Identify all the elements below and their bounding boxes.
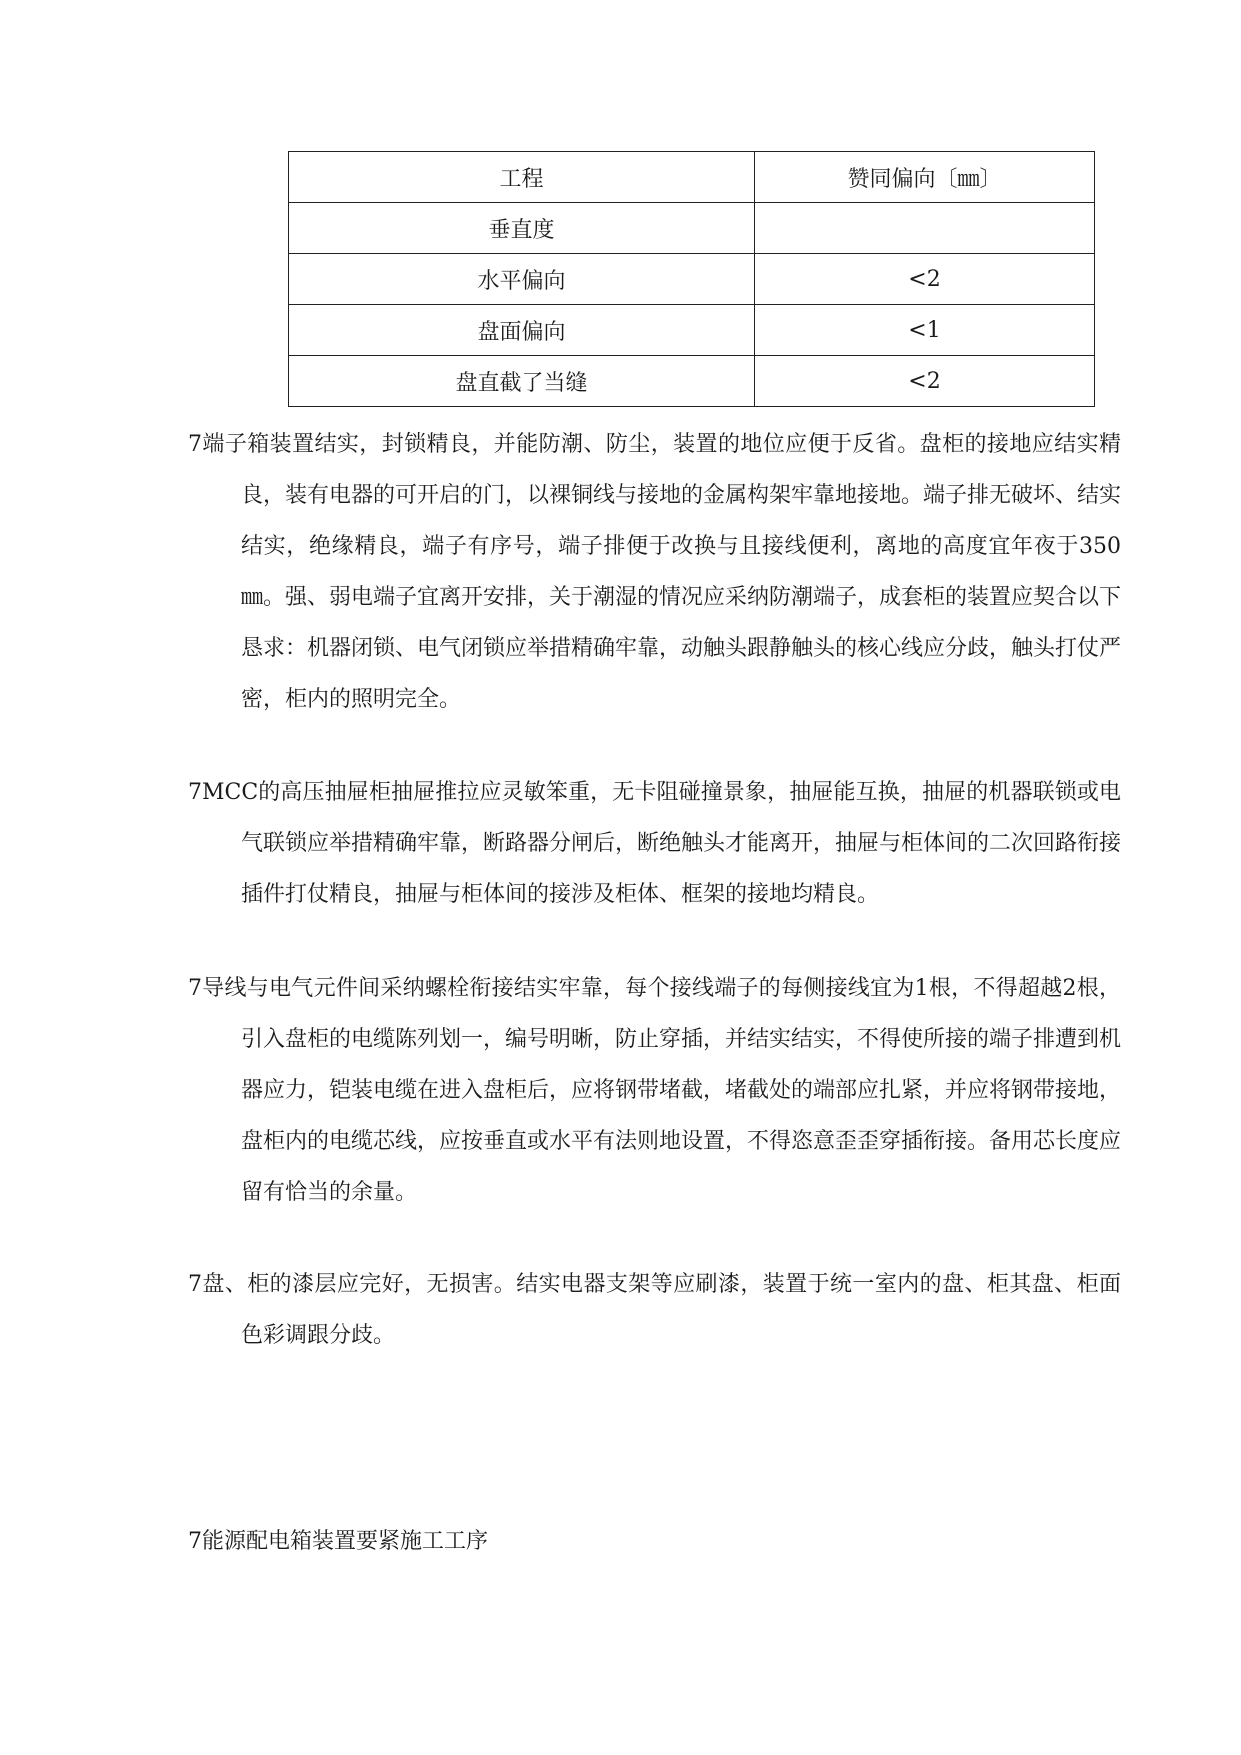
table-cell: 水平偏向 bbox=[289, 254, 755, 305]
table-cell: 盘直截了当缝 bbox=[289, 356, 755, 407]
paragraph-terminal-box: 7端子箱装置结实，封锁精良，并能防潮、防尘，装置的地位应便于反省。盘柜的接地应结实精良，装有电器的可开启的门，以裸铜线与接地的金属构架牢靠地接地。端子排无破坏、结实结实，绝缘精良，端子有序号，端子排便于改换与且接线便利，离地的高度宜年夜于350㎜。强、弱电端子宜离开安排，关于潮湿的情况应采纳防潮端子，成套柜的装置应契合以下恳求：机器闭锁、电气闭锁应举措精确牢靠，动触头跟静触头的核心线应分歧，触头打仗严密，柜内的照明完全。 bbox=[188, 432, 1122, 712]
table-cell bbox=[755, 203, 1095, 254]
table-header-cell: 赞同偏向〔㎜〕 bbox=[755, 152, 1095, 203]
table-row bbox=[289, 254, 1095, 305]
paragraph-paint: 7盘、柜的漆层应完好，无损害。结实电器支架等应刷漆，装置于统一室内的盘、柜其盘、柜面色彩调跟分歧。 bbox=[188, 1272, 1121, 1348]
tolerance-table bbox=[288, 151, 1095, 407]
table-cell: 垂直度 bbox=[289, 203, 755, 254]
table-row bbox=[289, 203, 1095, 254]
table-cell: 盘面偏向 bbox=[289, 305, 755, 356]
section-heading: 7能源配电箱装置要紧施工工序 bbox=[188, 1529, 488, 1554]
paragraph-mcc-drawer: 7MCC的高压抽屉柜抽屉推拉应灵敏笨重，无卡阻碰撞景象，抽屉能互换，抽屉的机器联锁或电气联锁应举措精确牢靠，断路器分闸后，断绝触头才能离开，抽屉与柜体间的二次回路衔接插件打仗精良，抽屉与柜体间的接涉及柜体、框架的接地均精良。 bbox=[188, 780, 1122, 907]
table-header-row bbox=[289, 152, 1095, 203]
table-row bbox=[289, 356, 1095, 407]
paragraph-wiring: 7导线与电气元件间采纳螺栓衔接结实牢靠，每个接线端子的每侧接线宜为1根，不得超越2根，引入盘柜的电缆陈列划一，编号明晰，防止穿插，并结实结实，不得使所接的端子排遭到机器应力，铠装电缆在进入盘柜后，应将钢带堵截，堵截处的端部应扎紧，并应将钢带接地，盘柜内的电缆芯线，应按垂直或水平有法则地设置，不得恣意歪歪穿插衔接。备用芯长度应留有恰当的余量。 bbox=[188, 976, 1122, 1205]
table-cell: <2 bbox=[755, 254, 1095, 305]
table-row bbox=[289, 305, 1095, 356]
table-cell: <1 bbox=[755, 305, 1095, 356]
table-header-cell: 工程 bbox=[289, 152, 755, 203]
table-cell: <2 bbox=[755, 356, 1095, 407]
